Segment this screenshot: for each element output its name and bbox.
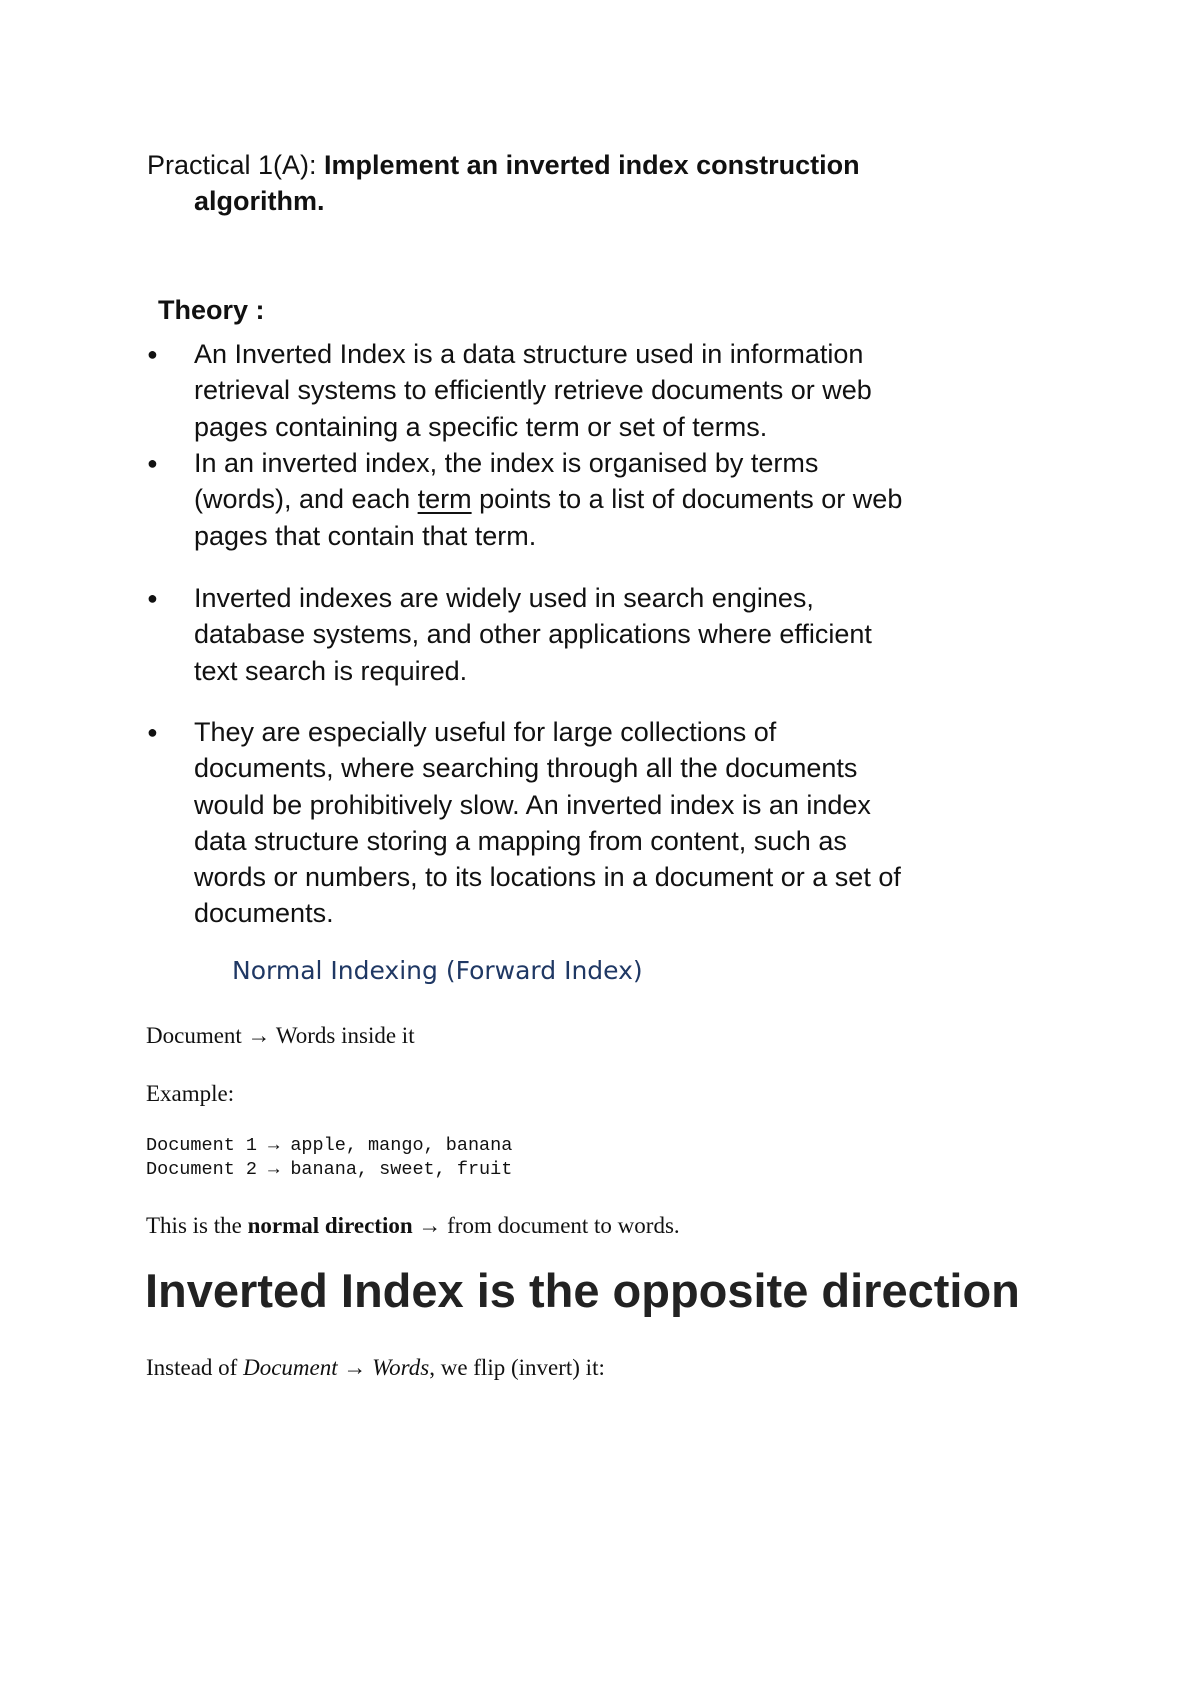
code-line-2: Document 2 → banana, sweet, fruit [146,1159,513,1180]
normal-direction-term: normal direction [247,1213,413,1238]
underlined-term: term [417,484,472,515]
bullet-text: They are especially useful for large collections of documents, where searching through all the documents would be prohibitively slow. An inverted index is an index data structure storing a mapping from content, such as words or numbers, to its locations in a document or a set of documents. [194,717,901,929]
forward-index-subheading: Normal Indexing (Forward Index) [232,956,643,985]
theory-bullet-2 [147,445,967,554]
bullet-text: An Inverted Index is a data structure used in information retrieval systems to efficiently retrieve documents or web pages containing a specific term or set of terms. [194,339,872,442]
forward-index-definition: Document → Words inside it [146,1023,415,1048]
bullet-marker: ● [147,588,158,608]
theory-bullet-1 [147,336,967,445]
example-label: Example: [146,1081,235,1106]
direction-paragraph: This is the normal direction → from document to words. [146,1213,680,1238]
bullet-marker: ● [147,722,158,742]
practical-title-line-1 [147,147,860,183]
bullet-text: In an inverted index, the index is organised by terms (words), and each term points to a list of documents or web pages that contain that term. [194,448,903,551]
flip-paragraph: Instead of Document → Words, we flip (invert) it: [146,1355,605,1380]
practical-aim: Implement an inverted index construction [324,150,860,180]
document-words-term: Document → Words [243,1355,430,1380]
practical-label: Practical 1(A): [147,150,325,180]
bullet-marker: ● [147,453,158,473]
inverted-index-heading: Inverted Index is the opposite direction [145,1264,1020,1317]
bullet-marker: ● [147,344,158,364]
bullet-text: Inverted indexes are widely used in search engines, database systems, and other applications where efficient text search is required. [194,583,872,686]
practical-aim-continued: algorithm. [194,186,325,216]
code-line-1: Document 1 → apple, mango, banana [146,1135,513,1156]
theory-bullet-4 [147,714,967,932]
practical-title-line-2 [194,183,325,219]
theory-bullet-3 [147,580,967,689]
theory-heading: Theory : [158,295,265,325]
